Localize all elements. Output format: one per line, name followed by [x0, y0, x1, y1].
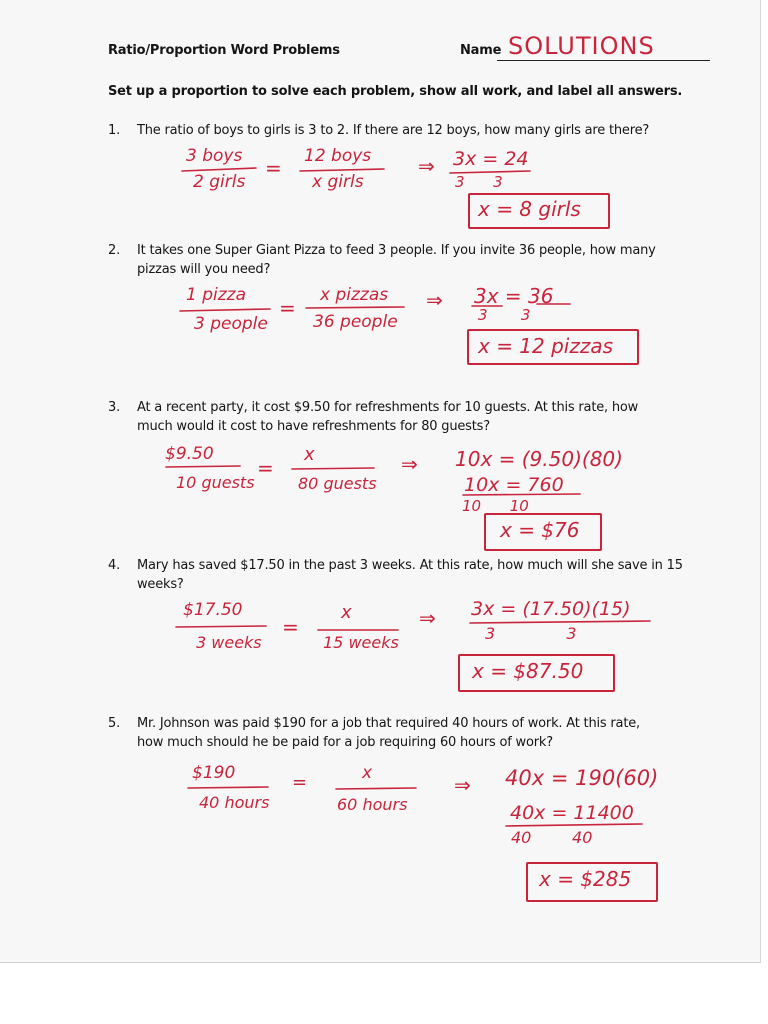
ratio-right-denominator: x girls	[312, 172, 364, 192]
answer-text: x = $87.50	[472, 659, 584, 683]
ratio-right-denominator: 36 people	[313, 312, 398, 332]
ratio-left-denominator: 2 girls	[193, 172, 246, 192]
arrow: ⇒	[454, 773, 471, 797]
answer-text: x = $76	[500, 518, 580, 542]
ratio-right-denominator: 15 weeks	[323, 633, 399, 652]
problem-text-line: Mr. Johnson was paid $190 for a job that required 40 hours of work. At this rate,	[137, 716, 640, 731]
step-2-numerator: 10x = 760	[464, 474, 564, 496]
problem-number: 3.	[108, 400, 121, 415]
answer-text: x = 12 pizzas	[478, 334, 614, 358]
ratio-left-denominator: 3 weeks	[196, 633, 262, 652]
problem-number: 2.	[108, 243, 121, 258]
step-2-denominator: 10 10	[462, 497, 529, 515]
ratio-right-numerator: x	[341, 602, 352, 623]
problem-text-line: pizzas will you need?	[137, 262, 271, 277]
answer-text: x = 8 girls	[478, 197, 581, 221]
problem-number: 5.	[108, 716, 121, 731]
ratio-right-denominator: 80 guests	[298, 474, 377, 493]
step-1-numerator: 3x = 36	[474, 284, 554, 308]
ratio-left-denominator: 40 hours	[199, 793, 270, 812]
problem-text-line: much would it cost to have refreshments for 80 guests?	[137, 419, 490, 434]
ratio-right-numerator: 12 boys	[304, 146, 372, 166]
equals-sign: =	[257, 456, 274, 480]
ratio-left-denominator: 3 people	[194, 314, 268, 334]
problem-text-line: Mary has saved $17.50 in the past 3 weeks. At this rate, how much will she save in 15	[137, 558, 683, 573]
answer-text: x = $285	[539, 867, 632, 891]
step-1: 40x = 190(60)	[505, 766, 659, 790]
problem-text-line: The ratio of boys to girls is 3 to 2. If there are 12 boys, how many girls are there?	[137, 123, 650, 138]
ratio-left-denominator: 10 guests	[176, 473, 255, 492]
step-2-denominator: 40 40	[511, 828, 593, 847]
step-2-numerator: 40x = 11400	[510, 802, 634, 824]
step-1-denominator: 3 3	[485, 624, 577, 643]
equals-sign: =	[282, 615, 299, 639]
equals-sign: =	[265, 156, 282, 180]
arrow: ⇒	[426, 288, 443, 312]
step-1-denominator: 3 3	[478, 306, 531, 324]
arrow: ⇒	[418, 154, 435, 178]
step-1-denominator: 3 3	[455, 173, 503, 191]
instructions: Set up a proportion to solve each problem, show all work, and label all answers.	[108, 84, 683, 99]
equals-sign: =	[279, 296, 296, 320]
ratio-left-numerator: 1 pizza	[186, 285, 246, 305]
ratio-right-denominator: 60 hours	[337, 795, 408, 814]
ratio-right-numerator: x	[304, 444, 315, 465]
ratio-left-numerator: $17.50	[183, 600, 243, 620]
step-1-numerator: 3x = (17.50)(15)	[471, 598, 631, 620]
problem-number: 4.	[108, 558, 121, 573]
step-1: 10x = (9.50)(80)	[455, 447, 623, 471]
ratio-right-numerator: x	[362, 763, 373, 783]
name-label: Name	[460, 43, 502, 58]
ratio-right-numerator: x pizzas	[320, 285, 389, 305]
problem-text-line: how much should he be paid for a job requiring 60 hours of work?	[137, 735, 553, 750]
ratio-left-numerator: 3 boys	[186, 146, 243, 166]
problem-text-line: It takes one Super Giant Pizza to feed 3 people. If you invite 36 people, how many	[137, 243, 656, 258]
ratio-left-numerator: $190	[192, 763, 236, 783]
problem-number: 1.	[108, 123, 121, 138]
problem-text-line: weeks?	[137, 577, 184, 592]
arrow: ⇒	[419, 606, 436, 630]
worksheet-title: Ratio/Proportion Word Problems	[108, 43, 340, 58]
equals-sign: =	[292, 772, 308, 793]
step-1-numerator: 3x = 24	[453, 148, 529, 170]
problem-text-line: At a recent party, it cost $9.50 for refreshments for 10 guests. At this rate, how	[137, 400, 639, 415]
name-value: SOLUTIONS	[508, 32, 655, 60]
arrow: ⇒	[401, 452, 418, 476]
ratio-left-numerator: $9.50	[165, 444, 214, 464]
